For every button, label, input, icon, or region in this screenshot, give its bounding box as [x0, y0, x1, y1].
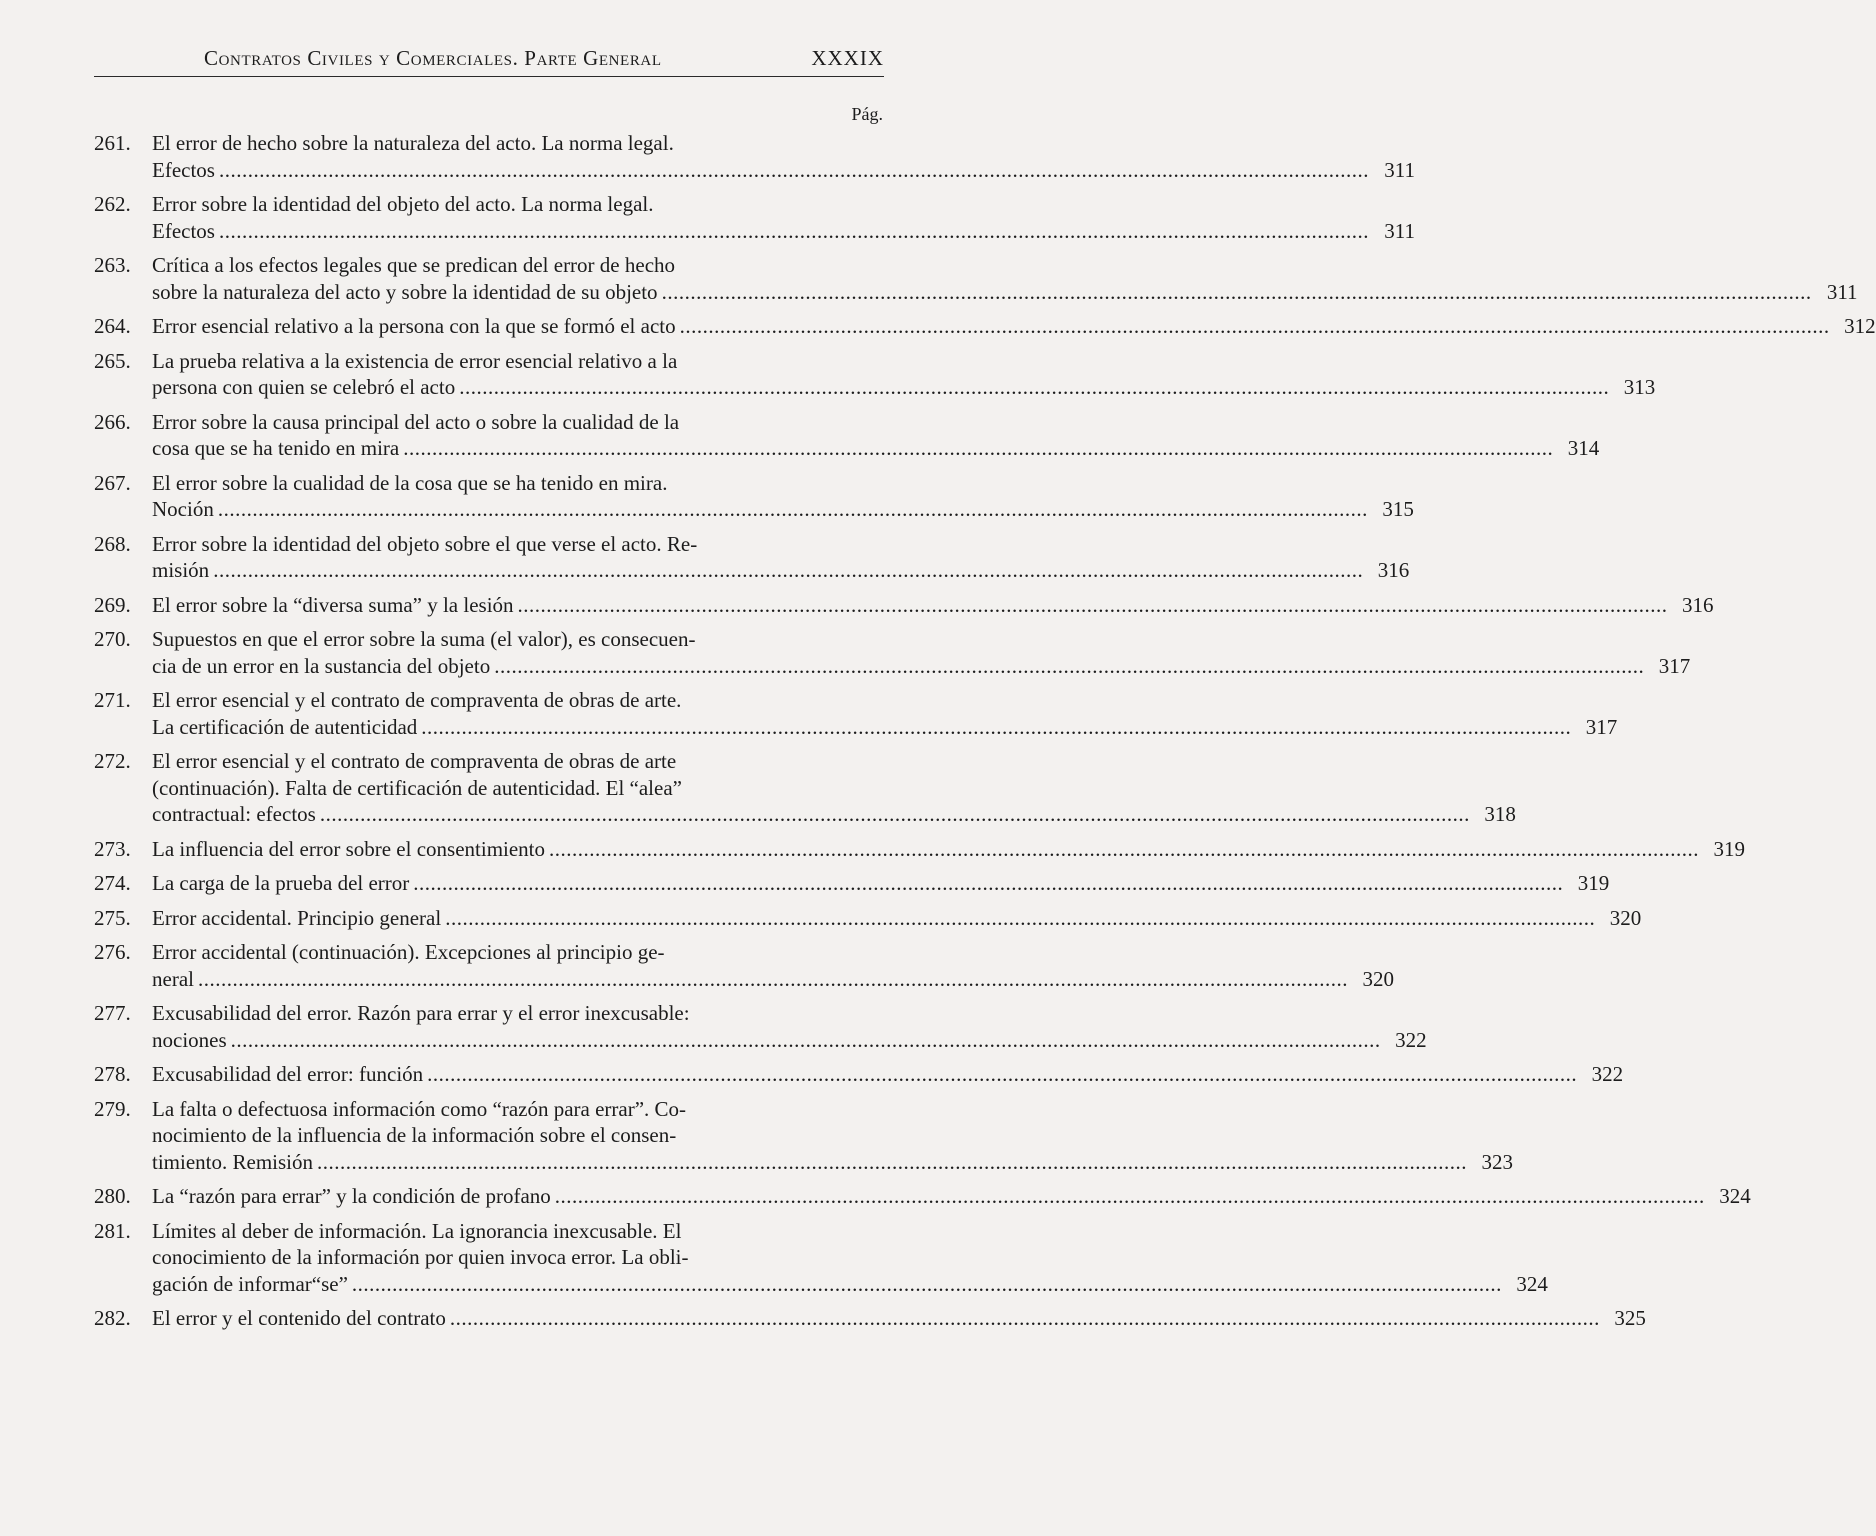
- entry-title-line: Error esencial relativo a la persona con la que se formó el acto: [152, 314, 676, 338]
- entry-title-line: La “razón para errar” y la condición de profano: [152, 1184, 551, 1208]
- entry-title-line: neral: [152, 966, 194, 991]
- toc-entry[interactable]: [94, 905, 1642, 932]
- dot-leader: [427, 1061, 1577, 1088]
- entry-number: 268.: [94, 531, 131, 556]
- entry-title-line: contractual: efectos: [152, 802, 316, 826]
- page-column-label: Pág.: [851, 104, 883, 124]
- entry-title-line: gación de informar“se”: [152, 1271, 348, 1296]
- entry-title-line: nociones: [152, 1027, 227, 1052]
- entry-title: [152, 1096, 1513, 1176]
- entry-title: [152, 836, 1745, 863]
- entry-title: [152, 1000, 1427, 1053]
- entry-number: 273.: [94, 836, 131, 861]
- entry-page-number: 311: [1826, 279, 1858, 304]
- entry-title-line: La certificación de autenticidad: [152, 714, 418, 739]
- entry-title-line: sobre la naturaleza del acto y sobre la identidad de su objeto: [152, 279, 658, 304]
- toc-entry[interactable]: [94, 870, 1610, 897]
- entry-number: 263.: [94, 253, 131, 277]
- dot-leader: [219, 218, 1369, 245]
- entry-number: 269.: [94, 592, 131, 617]
- entry-page-number: 314: [1567, 436, 1600, 460]
- toc-entry[interactable]: [94, 348, 1656, 401]
- dot-leader: [549, 836, 1699, 863]
- toc-entry[interactable]: [94, 592, 1714, 619]
- entry-title: [152, 191, 1415, 244]
- book-title: Contratos Civiles y Comerciales. Parte General: [204, 46, 662, 70]
- entry-title: [152, 252, 1858, 305]
- entry-page-number: 324: [1516, 1271, 1548, 1296]
- entry-page-number: 323: [1481, 1149, 1513, 1174]
- entry-title-line: timiento. Remisión: [152, 1149, 313, 1174]
- dot-leader: [403, 435, 1553, 462]
- toc-entry[interactable]: [94, 1305, 1646, 1332]
- entry-title: [152, 1305, 1646, 1332]
- entry-number: 264.: [94, 314, 131, 338]
- entry-number: 270.: [94, 627, 131, 651]
- entry-number: 272.: [94, 749, 131, 773]
- dot-leader: [494, 653, 1644, 680]
- entry-title: [152, 748, 1516, 828]
- dot-leader: [555, 1183, 1705, 1210]
- entry-page-number: 311: [1384, 218, 1415, 243]
- toc-entry[interactable]: [94, 531, 1410, 584]
- toc-entry[interactable]: [94, 939, 1394, 992]
- entry-title-line: conocimiento de la información por quien invoca error. La obli-: [152, 1245, 689, 1269]
- entry-number: 278.: [94, 1062, 131, 1086]
- entry-title-line: Error sobre la causa principal del acto o sobre la cualidad de la: [152, 409, 680, 434]
- page-number: XXXIX: [811, 46, 884, 70]
- entry-title-line: (continuación). Falta de certificación de autenticidad. El “alea”: [152, 775, 682, 800]
- dot-leader: [680, 313, 1830, 340]
- dot-leader: [218, 496, 1368, 523]
- entry-title-line: El error esencial y el contrato de compraventa de obras de arte.: [152, 688, 682, 712]
- entry-title-line: Error accidental. Principio general: [152, 905, 442, 930]
- entry-title: [152, 531, 1409, 584]
- entry-title-line: cosa que se ha tenido en mira: [152, 436, 400, 460]
- entry-page-number: 316: [1682, 592, 1714, 617]
- dot-leader: [445, 905, 1595, 932]
- dot-leader: [320, 801, 1470, 828]
- entry-title: [152, 348, 1655, 401]
- dot-leader: [459, 374, 1609, 401]
- entry-page-number: 316: [1377, 558, 1410, 582]
- entry-number: 265.: [94, 348, 131, 373]
- entry-title-line: cia de un error en la sustancia del objeto: [152, 653, 491, 678]
- dot-leader: [317, 1149, 1467, 1176]
- entry-title-line: Efectos: [152, 218, 215, 243]
- entry-title-line: El error de hecho sobre la naturaleza del acto. La norma legal.: [152, 131, 674, 155]
- dot-leader: [198, 966, 1348, 993]
- entry-title: [152, 1061, 1623, 1088]
- entry-page-number: 318: [1484, 802, 1516, 826]
- entry-title: [152, 905, 1641, 932]
- toc-entry[interactable]: [94, 626, 1691, 679]
- entry-number: 279.: [94, 1096, 131, 1121]
- toc-entry[interactable]: [94, 1096, 1513, 1176]
- dot-leader: [413, 870, 1563, 897]
- toc-entry[interactable]: [94, 836, 1746, 863]
- entry-number: 277.: [94, 1001, 131, 1025]
- entry-title-line: misión: [152, 558, 210, 582]
- running-header: [94, 44, 884, 77]
- entry-page-number: 325: [1614, 1306, 1646, 1330]
- entry-page-number: 324: [1719, 1184, 1751, 1208]
- toc-entry[interactable]: [94, 687, 1618, 740]
- toc-entry[interactable]: [94, 1183, 1751, 1210]
- dot-leader: [213, 557, 1363, 584]
- dot-leader: [518, 592, 1668, 619]
- toc-entry[interactable]: [94, 130, 1415, 183]
- entry-number: 261.: [94, 131, 131, 155]
- toc-entry[interactable]: [94, 191, 1415, 244]
- dot-leader: [662, 279, 1812, 306]
- entry-number: 281.: [94, 1218, 131, 1243]
- entry-number: 267.: [94, 470, 131, 495]
- entry-page-number: 317: [1585, 714, 1618, 739]
- toc-entry[interactable]: [94, 409, 1600, 462]
- dot-leader: [231, 1027, 1381, 1054]
- entry-title-line: nocimiento de la influencia de la información sobre el consen-: [152, 1123, 677, 1147]
- entry-title-line: Supuestos en que el error sobre la suma (el valor), es consecuen-: [152, 627, 696, 651]
- entry-number: 262.: [94, 192, 131, 216]
- entry-number: 282.: [94, 1306, 131, 1330]
- entry-title: [152, 313, 1876, 340]
- entry-title: [152, 592, 1714, 619]
- entry-title-line: Efectos: [152, 157, 215, 182]
- entry-title-line: Noción: [152, 497, 214, 521]
- toc-entry[interactable]: [94, 470, 1414, 523]
- entry-title-line: La prueba relativa a la existencia de error esencial relativo a la: [152, 348, 678, 373]
- entry-title-line: El error sobre la “diversa suma” y la lesión: [152, 592, 514, 617]
- entry-number: 266.: [94, 409, 131, 434]
- entry-page-number: 320: [1609, 905, 1642, 930]
- entry-title-line: La influencia del error sobre el consentimiento: [152, 836, 546, 861]
- entry-number: 276.: [94, 940, 131, 964]
- entry-title: [152, 130, 1415, 183]
- entry-page-number: 312: [1844, 314, 1876, 338]
- entry-number: 271.: [94, 688, 131, 712]
- entry-number: 274.: [94, 871, 131, 895]
- entry-page-number: 320: [1362, 966, 1394, 991]
- entry-title-line: El error esencial y el contrato de compraventa de obras de arte: [152, 749, 677, 773]
- toc-entry[interactable]: [94, 1061, 1624, 1088]
- entry-title: [152, 1183, 1751, 1210]
- entry-title-line: La falta o defectuosa información como “razón para errar”. Co-: [152, 1096, 687, 1121]
- entry-title-line: La carga de la prueba del error: [152, 871, 410, 895]
- dot-leader: [352, 1271, 1502, 1298]
- toc-entry[interactable]: [94, 313, 1876, 340]
- entry-page-number: 322: [1395, 1027, 1427, 1052]
- entry-title: [152, 409, 1599, 462]
- toc-entry[interactable]: [94, 252, 1858, 305]
- entry-page-number: 315: [1382, 497, 1414, 521]
- entry-title-line: Excusabilidad del error. Razón para errar y el error inexcusable:: [152, 1001, 690, 1025]
- entry-number: 275.: [94, 905, 131, 930]
- dot-leader: [450, 1305, 1600, 1332]
- entry-page-number: 319: [1713, 836, 1746, 861]
- entry-title: [152, 1218, 1548, 1298]
- entry-title-line: Error sobre la identidad del objeto del acto. La norma legal.: [152, 192, 654, 216]
- entry-title: [152, 939, 1394, 992]
- entry-title: [152, 687, 1617, 740]
- entry-title-line: Límites al deber de información. La ignorancia inexcusable. El: [152, 1218, 682, 1243]
- entry-page-number: 311: [1384, 157, 1415, 182]
- entry-title: [152, 870, 1609, 897]
- dot-leader: [219, 157, 1369, 184]
- entry-page-number: 317: [1658, 653, 1691, 678]
- entry-title-line: Crítica a los efectos legales que se predican del error de hecho: [152, 253, 676, 277]
- entry-title-line: El error sobre la cualidad de la cosa que se ha tenido en mira.: [152, 470, 668, 495]
- entry-title-line: persona con quien se celebró el acto: [152, 375, 456, 399]
- entry-page-number: 313: [1623, 375, 1656, 399]
- entry-title-line: Error sobre la identidad del objeto sobre el que verse el acto. Re-: [152, 531, 698, 556]
- entry-number: 280.: [94, 1184, 131, 1208]
- entry-title-line: El error y el contenido del contrato: [152, 1306, 446, 1330]
- toc-entry[interactable]: [94, 1218, 1548, 1298]
- dot-leader: [421, 714, 1571, 741]
- entry-page-number: 322: [1591, 1062, 1624, 1086]
- entry-title-line: Excusabilidad del error: función: [152, 1062, 424, 1086]
- table-of-contents: [94, 130, 1876, 1340]
- toc-entry[interactable]: [94, 748, 1516, 828]
- toc-entry[interactable]: [94, 1000, 1427, 1053]
- entry-title: [152, 626, 1690, 679]
- entry-title: [152, 470, 1414, 523]
- entry-page-number: 319: [1577, 871, 1610, 895]
- entry-title-line: Error accidental (continuación). Excepciones al principio ge-: [152, 940, 665, 964]
